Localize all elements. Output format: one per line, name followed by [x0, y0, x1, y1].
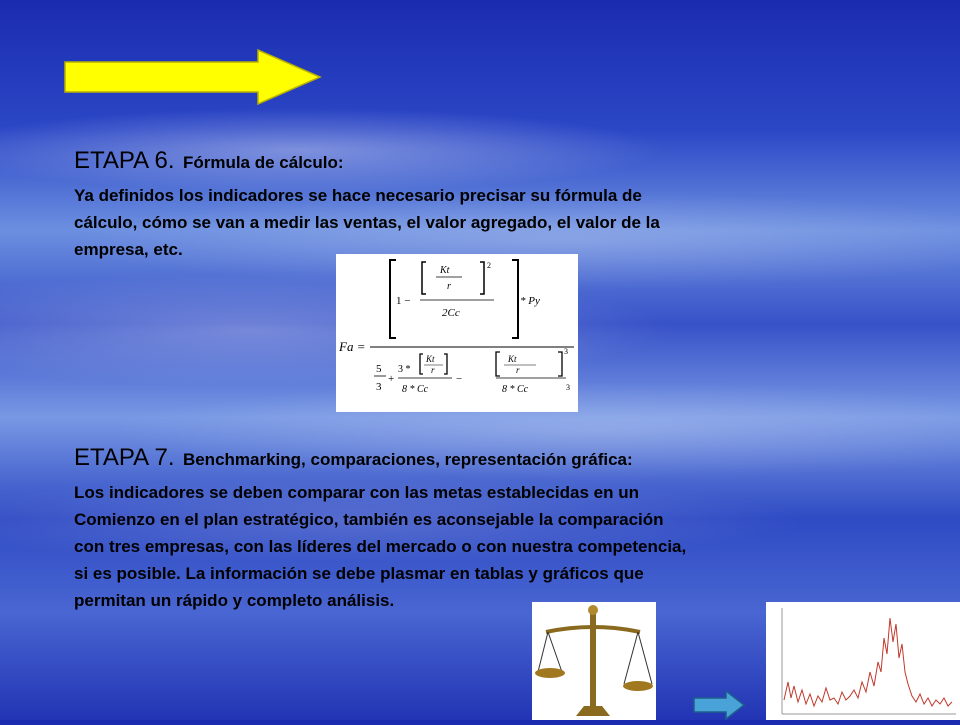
formula-r-2: r: [431, 365, 435, 375]
formula-kt-2: Kt: [426, 354, 435, 364]
formula-exp3-2: 3: [566, 383, 570, 392]
formula-plus: +: [388, 373, 395, 385]
stage7-line: Comienzo en el plan estratégico, también es aconsejable la comparación: [74, 510, 664, 529]
stage7-line: permitan un rápido y completo análisis.: [74, 591, 395, 610]
stage6-heading: [74, 147, 344, 175]
stage6-line: empresa, etc.: [74, 240, 183, 259]
stage6-title: ETAPA 6.: [74, 147, 175, 174]
formula-kt: Kt: [440, 265, 450, 276]
formula-image: [336, 254, 578, 412]
stage7-line: Los indicadores se deben comparar con las metas establecidas en un: [74, 483, 639, 502]
stage6-line: cálculo, cómo se van a medir las ventas, el valor agregado, el valor de la: [74, 213, 660, 232]
right-arrow-icon: [62, 48, 324, 106]
stage6-paragraph: [74, 182, 934, 263]
formula-lhs: Fa =: [339, 339, 366, 354]
formula-times-py: * Py: [520, 295, 540, 307]
stage7-line: con tres empresas, con las líderes del mercado o con nuestra competencia,: [74, 537, 687, 556]
next-arrow-icon[interactable]: [692, 690, 746, 720]
line-chart-image: [766, 602, 960, 720]
formula-8cc-2: 8 * Cc: [502, 384, 529, 395]
stage7-title: ETAPA 7.: [74, 444, 175, 471]
balance-scale-icon: [532, 602, 656, 720]
stage7-line: si es posible. La información se debe plasmar en tablas y gráficos que: [74, 564, 644, 583]
formula-five: 5: [376, 363, 382, 375]
chart-series-line: [784, 618, 952, 706]
stage7-subtitle: Benchmarking, comparaciones, representación gráfica:: [182, 450, 633, 469]
formula-r: r: [447, 281, 451, 292]
stage6-subtitle: Fórmula de cálculo:: [182, 153, 344, 172]
formula-three: 3: [376, 381, 382, 393]
formula-three-times: 3 *: [398, 364, 411, 375]
formula-kt-3: Kt: [508, 354, 517, 364]
stage7-heading: [74, 444, 633, 472]
balance-scale-image: [532, 602, 656, 720]
formula-r-3: r: [516, 365, 520, 375]
stage6-line: Ya definidos los indicadores se hace necesario precisar su fórmula de: [74, 186, 642, 205]
formula-exp3: 3: [564, 347, 568, 356]
formula-one-minus: 1 −: [396, 295, 411, 307]
formula-minus: −: [456, 373, 463, 385]
formula-2cc: 2Cc: [442, 307, 460, 319]
stage7-paragraph: [74, 479, 954, 614]
formula-exp2: 2: [487, 261, 491, 270]
formula-8cc: 8 * Cc: [402, 384, 429, 395]
